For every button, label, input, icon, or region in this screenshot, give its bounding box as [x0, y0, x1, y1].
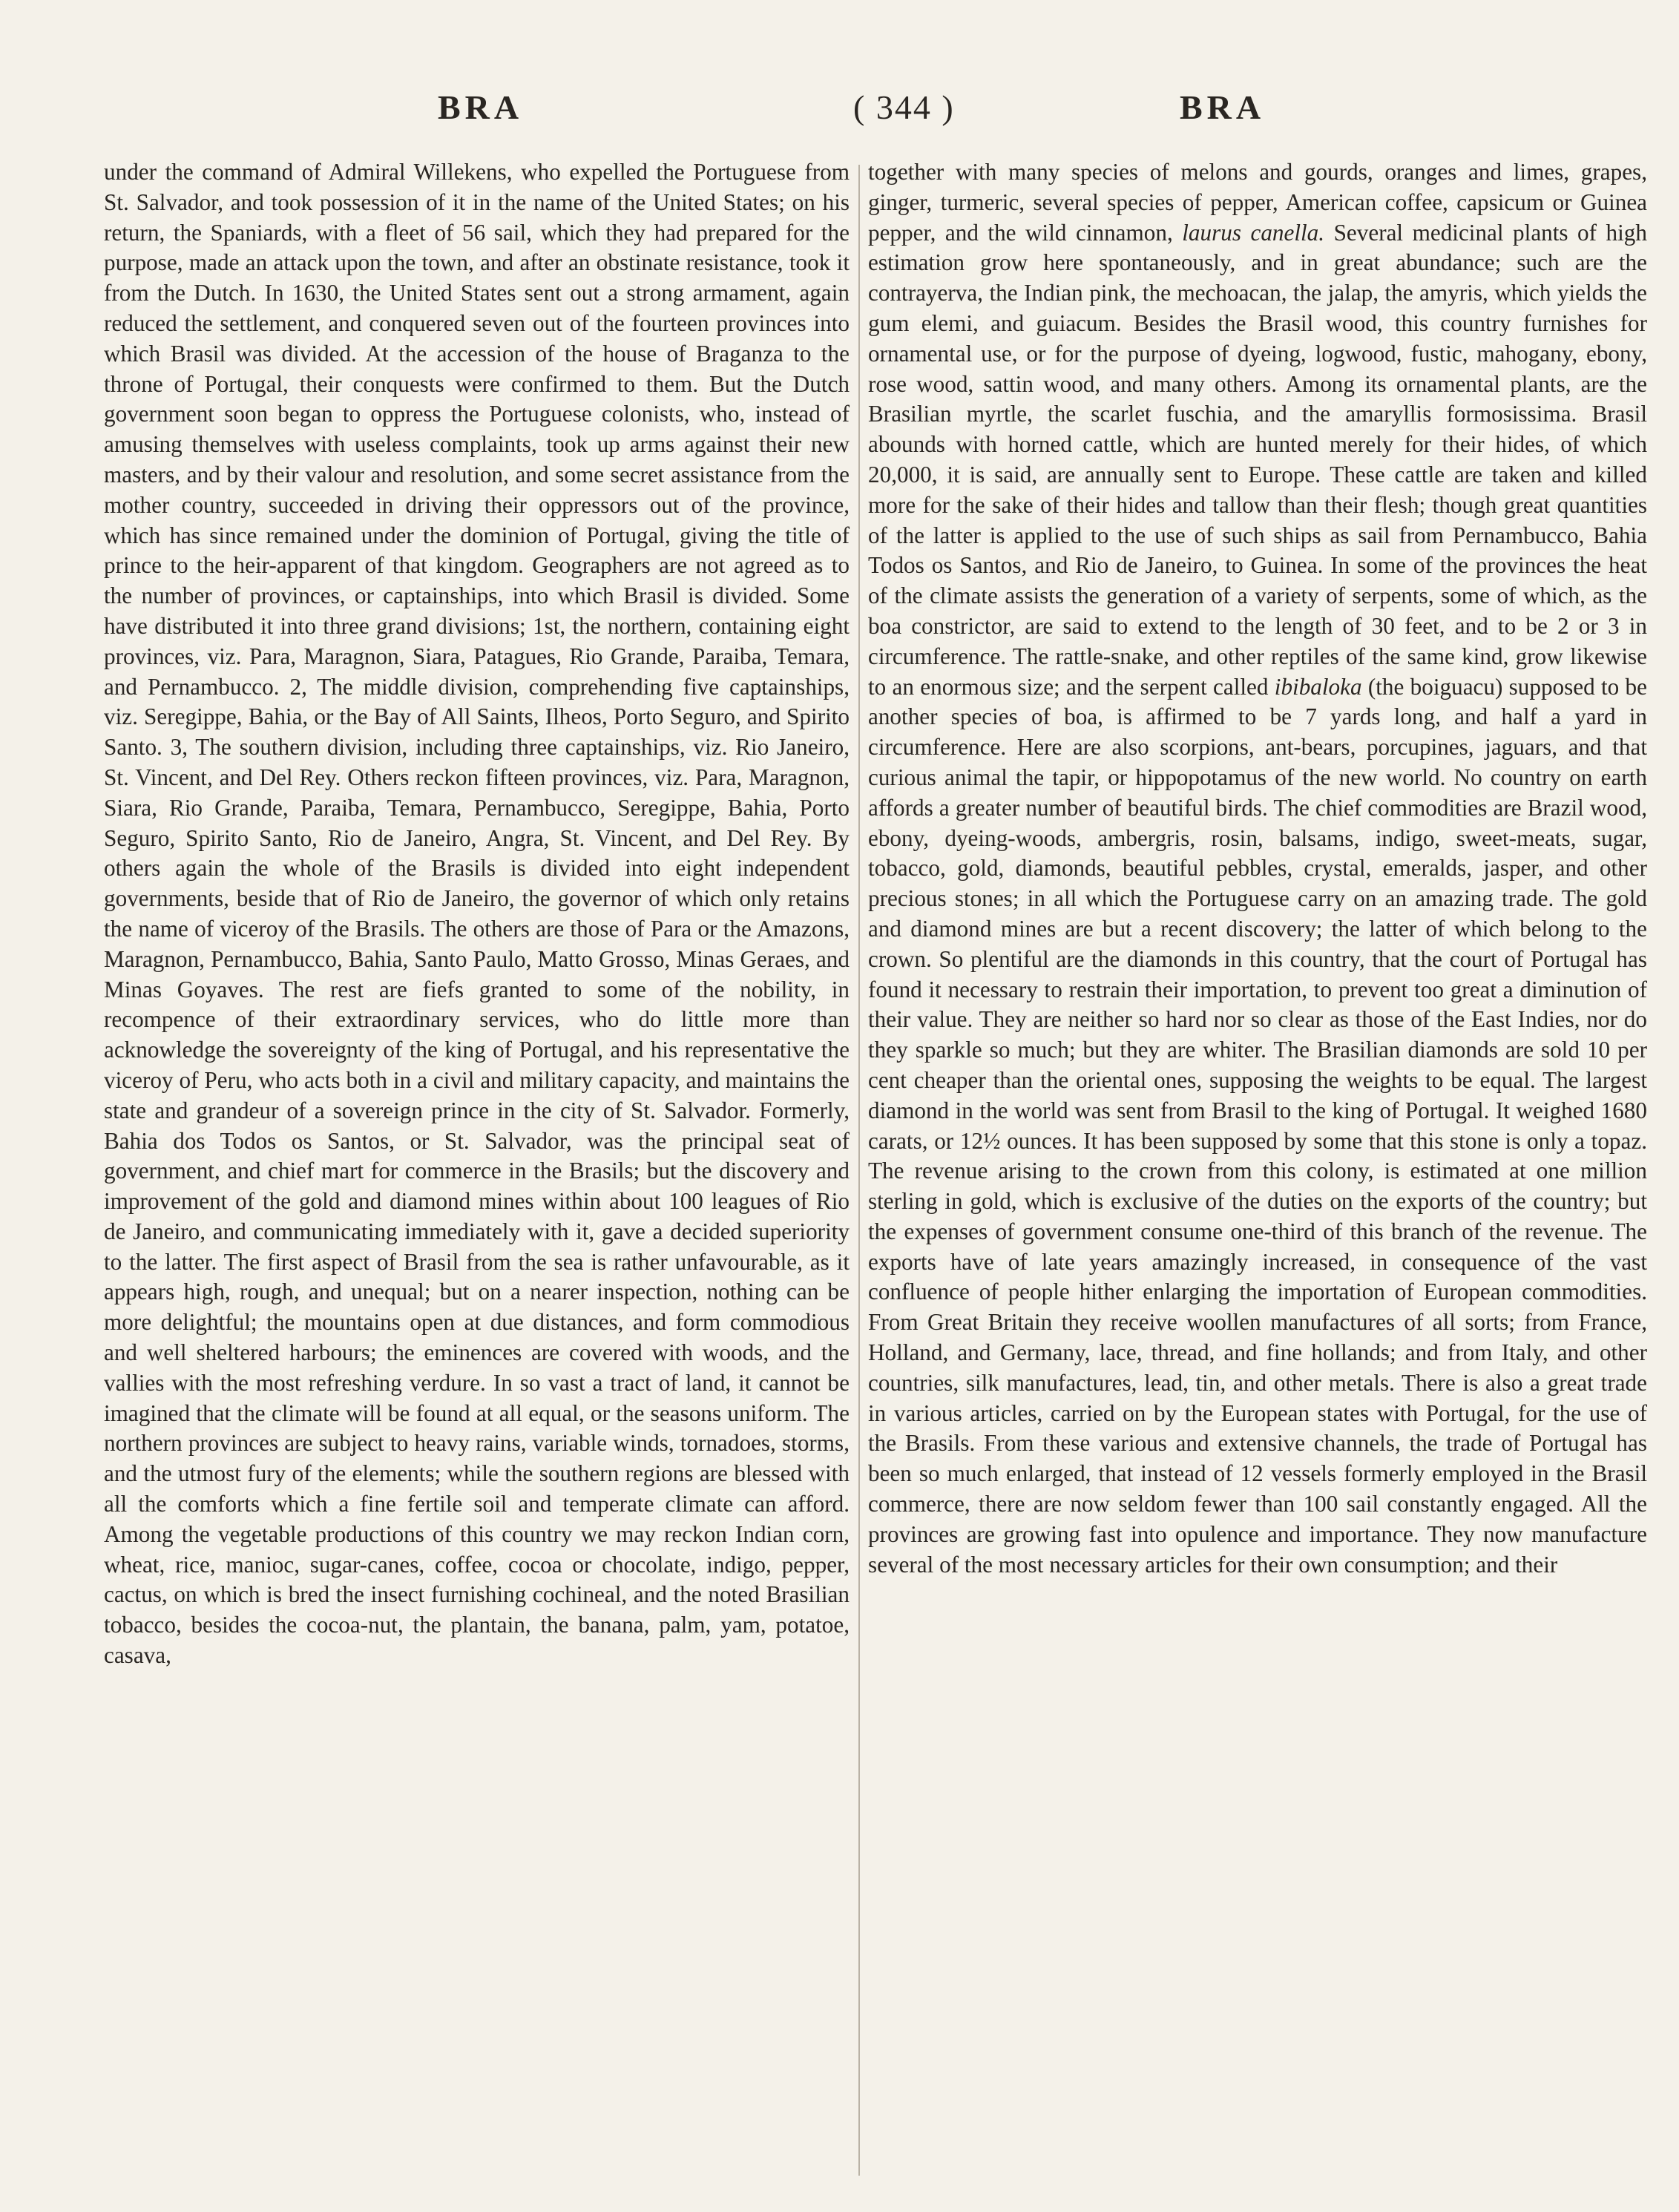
page-number: ( 344 ) [853, 88, 955, 126]
running-head [104, 88, 1291, 140]
right-text-part-2: Several medicinal plants of high estimation grow here spontaneously, and in great abundance; such are the contrayerva, the Indian pink, the mechoacan, the jalap, the amyris, which yields the gum elemi, and guiacum. Besides the Brasil wood, this country furnishes for ornamental use, or for the purpose of dyeing, logwood, fustic, mahogany, ebony, rose wood, sattin wood, and many others. Among its ornamental plants, are the Brasilian myrtle, the scarlet fuschia, and the amaryllis formosissima. Brasil abounds with horned cattle, which are hunted merely for their hides, of which 20,000, it is said, are annually sent to Europe. These cattle are taken and killed more for the sake of their hides and tallow than their flesh; though great quantities of the latter is applied to the use of such ships as sail from Pernambucco, Bahia Todos os Santos, and Rio de Janeiro, to Guinea. In some of the provinces the heat of the climate assists the generation of a variety of serpents, some of which, as the boa constrictor, are said to extend to the length of 30 feet, and to be 2 or 3 in circumference. The rattle-snake, and other reptiles of the same kind, grow likewise to an enormous size; and the serpent called [868, 219, 1647, 700]
header-right: BRA [1180, 88, 1266, 126]
left-column-text: under the command of Admiral Willekens, who expelled the Portuguese from St. Salvador, and took possession of it in the name of the United States; on his return, the Spaniards, with a fleet of 56 sail, which they had prepared for the purpose, made an attack upon the town, and after an obstinate resistance, took it from the Dutch. In 1630, the United States sent out a strong armament, again reduced the settlement, and conquered seven out of the fourteen provinces into which Brasil was divided. At the accession of the house of Braganza to the throne of Portugal, their conquests were confirmed to them. But the Dutch government soon began to oppress the Portuguese colonists, who, instead of amusing themselves with useless complaints, took up arms against their new masters, and by their valour and resolution, and some secret assistance from the mother country, succeeded in driving their oppressors out of the province, which has since remained under the dominion of Portugal, giving the title of prince to the heir-apparent of that kingdom. Geographers are not agreed as to the number of provinces, or captainships, into which Brasil is divided. Some have distributed it into three grand divisions; 1st, the northern, containing eight provinces, viz. Para, Maragnon, Siara, Patagues, Rio Grande, Paraiba, Temara, and Pernambucco. 2, The middle division, comprehending five captainships, viz. Seregippe, Bahia, or the Bay of All Saints, Ilheos, Porto Seguro, and Spirito Santo. 3, The southern division, including three captainships, viz. Rio Janeiro, St. Vincent, and Del Rey. Others reckon fifteen provinces, viz. Para, Maragnon, Siara, Rio Grande, Paraiba, Temara, Pernambucco, Seregippe, Bahia, Porto Seguro, Spirito Santo, Rio de Janeiro, Angra, St. Vincent, and Del Rey. By others again the whole of the Brasils is divided into eight independent governments, beside that of Rio de Janeiro, the governor of which only retains the name of viceroy of the Brasils. The others are those of Para or the Amazons, Maragnon, Pernambucco, Bahia, Santo Paulo, Matto Grosso, Minas Geraes, and Minas Goyaves. The rest are fiefs granted to some of the nobility, in recompence of their extraordinary services, who do little more than acknowledge the sovereignty of the king of Portugal, and his representative the viceroy of Peru, who acts both in a civil and military capacity, and maintains the state and grandeur of a sovereign prince in the city of St. Salvador. Formerly, Bahia dos Todos os Santos, or St. Salvador, was the principal seat of government, and chief mart for commerce in the Brasils; but the discovery and improvement of the gold and diamond mines within about 100 leagues of Rio de Janeiro, and communicating immediately with it, gave a decided superiority to the latter. The first aspect of Brasil from the sea is rather unfavourable, as it appears high, rough, and unequal; but on a nearer inspection, nothing can be more delightful; the mountains open at due distances, and form commodious and well sheltered harbours; the eminences are covered with woods, and the vallies with the most refreshing verdure. In so vast a tract of land, it cannot be imagined that the climate will be found at all equal, or the seasons uniform. The northern provinces are subject to heavy rains, variable winds, tornadoes, storms, and the utmost fury of the elements; while the southern regions are blessed with all the comforts which a fine fertile soil and temperate climate can afford. Among the vegetable productions of this country we may reckon Indian corn, wheat, rice, manioc, sugar-canes, coffee, cocoa or chocolate, indigo, pepper, cactus, on which is bred the insect furnishing cochineal, and the noted Brasilian tobacco, besides the cocoa-nut, the plantain, the banana, palm, yam, potatoe, casava, [104, 159, 850, 1669]
italic-term-laurus-canella: laurus canella. [1182, 219, 1325, 246]
right-column [868, 157, 1647, 1580]
header-left: BRA [438, 88, 524, 126]
right-text-part-3: (the boiguacu) supposed to be another species of boa, is affirmed to be 7 yards long, and half a yard in circumference. Here are also scorpions, ant-bears, porcupines, jaguars, and that curious animal the tapir, or hippopotamus of the new world. No country on earth affords a greater number of beautiful birds. The chief commodities are Brazil wood, ebony, dyeing-woods, ambergris, rosin, balsams, indigo, sweet-meats, sugar, tobacco, gold, diamonds, beautiful pebbles, crystal, emeralds, jasper, and other precious stones; in all which the Portuguese carry on an amazing trade. The gold and diamond mines are but a recent discovery; the latter of which belong to the crown. So plentiful are the diamonds in this country, that the court of Portugal has found it necessary to restrain their importation, to prevent too great a diminution of their value. They are neither so hard nor so clear as those of the East Indies, nor do they sparkle so much; but they are whiter. The Brasilian diamonds are sold 10 per cent cheaper than the oriental ones, supposing the weights to be equal. The largest diamond in the world was sent from Brasil to the king of Portugal. It weighed 1680 carats, or 12½ ounces. It has been supposed by some that this stone is only a topaz. The revenue arising to the crown from this colony, is estimated at one million sterling in gold, which is exclusive of the duties on the exports of the country; but the expenses of government consume one-third of this branch of the revenue. The exports have of late years amazingly increased, in consequence of the vast confluence of people hither enlarging the importation of European commodities. From Great Britain they receive woollen manufactures of all sorts; from France, Holland, and Germany, lace, thread, and fine hollands; and from Italy, and other countries, silk manufactures, lead, tin, and other metals. There is also a great trade in various articles, carried on by the European states with Portugal, for the use of the Brasils. From these various and extensive channels, the trade of Portugal has been so much enlarged, that instead of 12 vessels formerly employed in the Brasil commerce, there are now seldom fewer than 100 sail constantly engaged. All the provinces are growing fast into opulence and importance. They now manufacture several of the most necessary articles for their own consumption; and their [868, 673, 1647, 1578]
column-divider [858, 165, 860, 2176]
left-column [104, 157, 850, 1671]
right-text-part-1: together with many species of melons and gourds, oranges and limes, grapes, ginger, turmeric, several species of pepper, American coffee, capsicum or Guinea pepper, and the wild cinnamon, [868, 159, 1647, 246]
right-column-text [868, 157, 1647, 1580]
italic-term-ibibaloka: ibibaloka [1274, 673, 1362, 700]
